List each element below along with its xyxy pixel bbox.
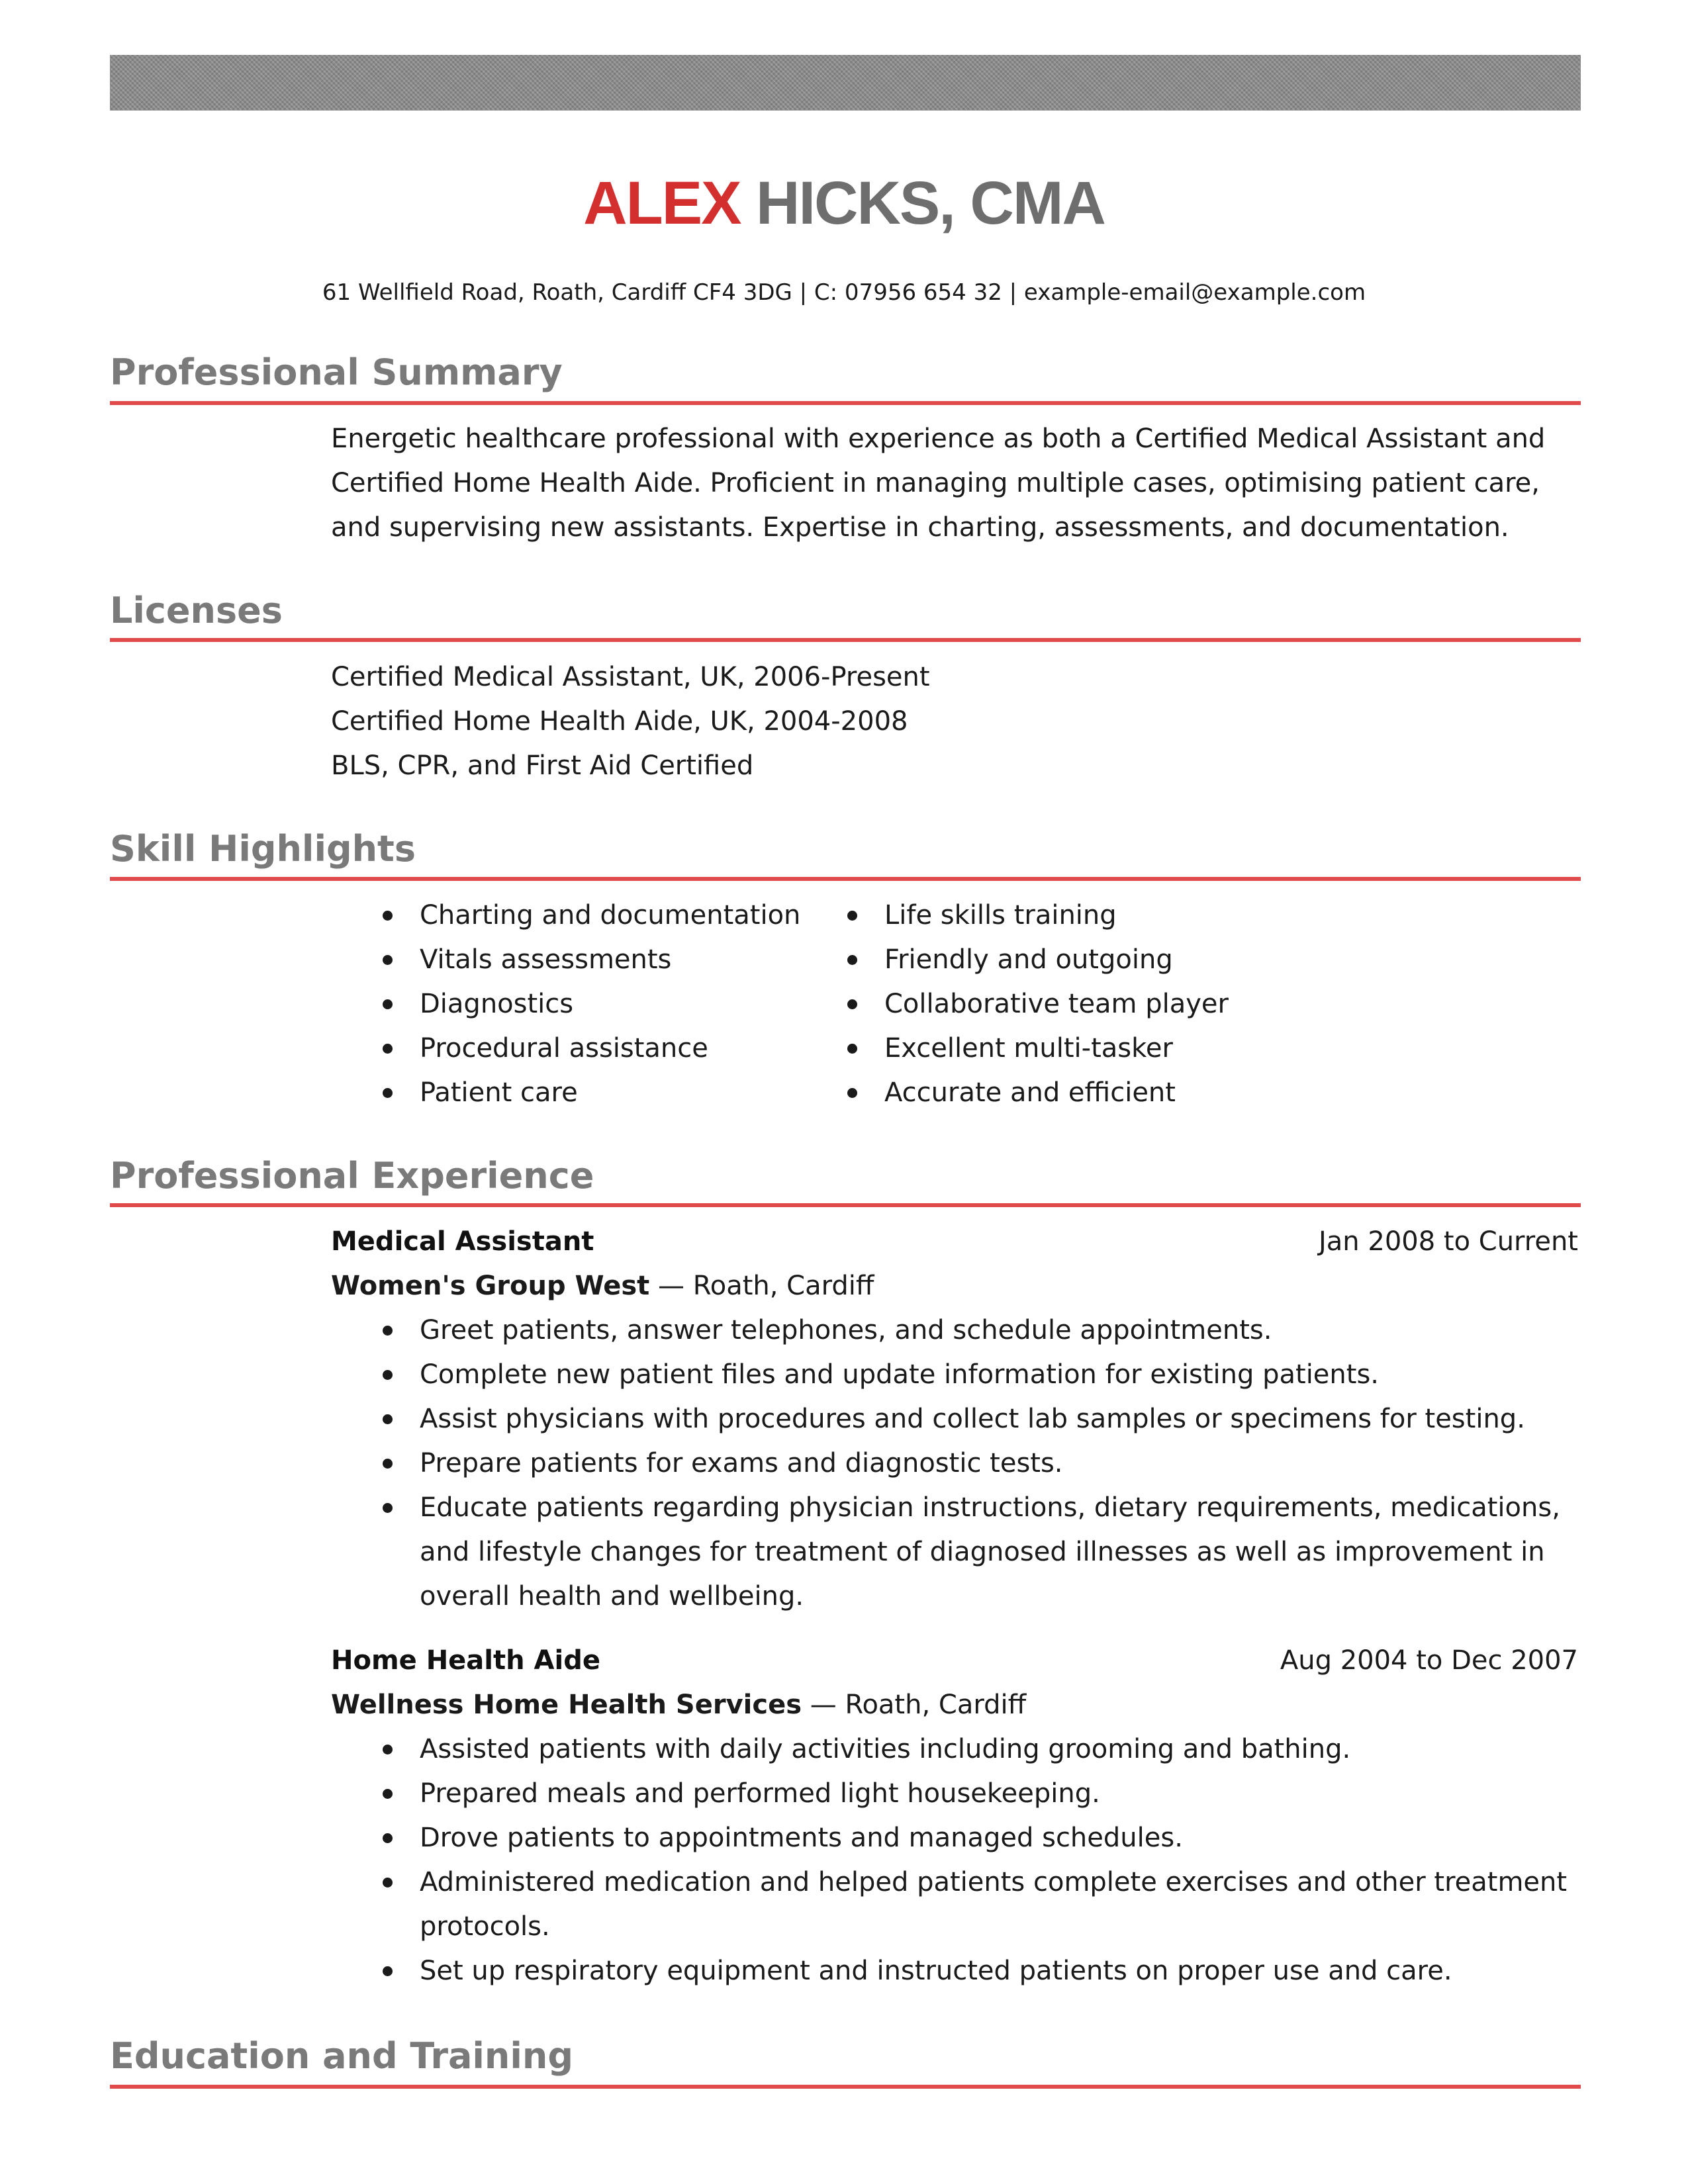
bullet-icon [383, 1878, 393, 1888]
list-item: Charting and documentation [420, 893, 800, 938]
employer-line [331, 1264, 874, 1308]
summary-heading: Professional Summary [110, 351, 563, 393]
list-item: Procedural assistance [420, 1026, 800, 1071]
skills-list-right [884, 893, 1229, 1115]
bullet-icon [383, 911, 393, 921]
bullet-icon [383, 1503, 393, 1513]
bullet-icon [383, 999, 393, 1009]
bullet-icon [383, 1414, 393, 1424]
license-item: Certified Medical Assistant, UK, 2006-Present [331, 662, 930, 692]
employer-location: Roath, Cardiff [845, 1690, 1027, 1720]
license-item: BLS, CPR, and First Aid Certified [331, 751, 754, 781]
list-item: Set up respiratory equipment and instructed patients on proper use and care. [420, 1949, 1581, 1993]
summary-line: Energetic healthcare professional with experience as both a Certified Medical Assistant and [331, 424, 1546, 454]
list-item: Excellent multi-tasker [884, 1026, 1229, 1071]
employer-separator: — [649, 1271, 693, 1301]
education-heading: Education and Training [110, 2035, 573, 2077]
education-divider [110, 2085, 1581, 2089]
header-banner-bar [110, 55, 1581, 111]
employer-name: Women's Group West [331, 1271, 650, 1301]
candidate-name [0, 167, 1688, 240]
license-item: Certified Home Health Aide, UK, 2004-2008 [331, 706, 908, 737]
bullet-icon [383, 1044, 393, 1054]
list-item: Prepared meals and performed light housekeeping. [420, 1772, 1581, 1816]
list-item: Drove patients to appointments and managed schedules. [420, 1816, 1581, 1860]
skills-divider [110, 877, 1581, 881]
summary-divider [110, 401, 1581, 405]
employer-separator: — [802, 1690, 845, 1720]
last-name: HICKS, CMA [756, 169, 1105, 237]
licenses-list [331, 655, 1582, 788]
job-title: Home Health Aide [331, 1645, 600, 1676]
bullet-icon [383, 1370, 393, 1380]
list-item: Life skills training [884, 893, 1229, 938]
bullet-icon [847, 1044, 857, 1054]
job-title: Medical Assistant [331, 1226, 594, 1257]
summary-line: and supervising new assistants. Expertise in charting, assessments, and documentation. [331, 512, 1509, 543]
list-item: Patient care [420, 1071, 800, 1115]
job-1-duties [420, 1308, 1581, 1619]
licenses-heading: Licenses [110, 590, 283, 631]
job-2-duties [420, 1727, 1581, 1993]
skills-list-left [420, 893, 800, 1115]
job-dates: Jan 2008 to Current [1319, 1226, 1578, 1257]
bullet-icon [383, 1745, 393, 1754]
list-item: Educate patients regarding physician instructions, dietary requirements, medications, and lifestyle changes for treatment of diagnosed illnesses as well as improvement in overall health and wellbeing. [420, 1486, 1581, 1619]
experience-divider [110, 1203, 1581, 1207]
employer-name: Wellness Home Health Services [331, 1690, 802, 1720]
bullet-icon [847, 911, 857, 921]
job-dates: Aug 2004 to Dec 2007 [1280, 1645, 1578, 1676]
list-item: Assisted patients with daily activities including grooming and bathing. [420, 1727, 1581, 1772]
contact-line: 61 Wellfield Road, Roath, Cardiff CF4 3DG | C: 07956 654 32 | example-email@example.com [322, 279, 1366, 306]
licenses-divider [110, 638, 1581, 642]
bullet-icon [847, 1088, 857, 1098]
first-name: ALEX [583, 169, 741, 237]
list-item: Vitals assessments [420, 938, 800, 982]
skills-heading: Skill Highlights [110, 828, 416, 870]
list-item: Administered medication and helped patients complete exercises and other treatment protocols. [420, 1860, 1581, 1949]
list-item: Accurate and efficient [884, 1071, 1229, 1115]
list-item: Complete new patient files and update information for existing patients. [420, 1353, 1581, 1397]
list-item: Prepare patients for exams and diagnostic tests. [420, 1441, 1581, 1486]
bullet-icon [383, 1459, 393, 1469]
list-item: Assist physicians with procedures and collect lab samples or specimens for testing. [420, 1397, 1581, 1441]
list-item: Greet patients, answer telephones, and schedule appointments. [420, 1308, 1581, 1353]
bullet-icon [383, 1326, 393, 1336]
summary-line: Certified Home Health Aide. Proficient in managing multiple cases, optimising patient care, [331, 468, 1540, 498]
bullet-icon [383, 955, 393, 965]
experience-heading: Professional Experience [110, 1155, 594, 1197]
list-item: Diagnostics [420, 982, 800, 1026]
bullet-icon [847, 955, 857, 965]
bullet-icon [383, 1088, 393, 1098]
bullet-icon [383, 1789, 393, 1799]
list-item: Friendly and outgoing [884, 938, 1229, 982]
bullet-icon [383, 1966, 393, 1976]
list-item: Collaborative team player [884, 982, 1229, 1026]
bullet-icon [847, 999, 857, 1009]
employer-line [331, 1683, 1026, 1727]
employer-location: Roath, Cardiff [692, 1271, 874, 1301]
bullet-icon [383, 1833, 393, 1843]
summary-text [331, 417, 1582, 550]
